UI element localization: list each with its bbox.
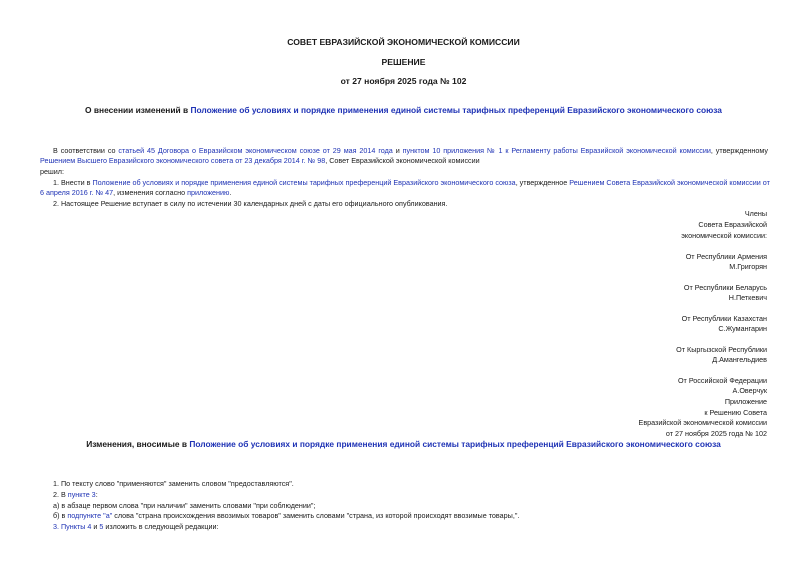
- preamble-line-2: [40, 156, 768, 165]
- signature-name: М.Григорян: [729, 262, 767, 271]
- item-1-text-3: , изменения согласно: [113, 188, 188, 197]
- change-2b: [53, 511, 519, 520]
- link-supreme-council-decision-98[interactable]: Решением Высшего Евразийского экономического совета от 23 декабря 2014 г. № 98: [40, 156, 326, 165]
- change-2: [53, 490, 98, 499]
- title-link-regulation[interactable]: Положение об условиях и порядке применения единой системы тарифных преференций Евразийского экономического союза: [190, 105, 722, 115]
- title-prefix: О внесении изменений в: [85, 105, 191, 115]
- signature-country: От Российской Федерации: [677, 376, 767, 385]
- item-1-line-1: [40, 178, 768, 187]
- resolved-label: решил:: [40, 167, 64, 176]
- link-council-decision[interactable]: Решением Совета Евразийской экономической комиссии от: [569, 178, 770, 187]
- preamble-text-1: В соответствии со: [53, 146, 119, 155]
- preamble-text-2: и: [392, 146, 403, 155]
- preamble-line-1: [40, 146, 768, 155]
- council-title: СОВЕТ ЕВРАЗИЙСКОЙ ЭКОНОМИЧЕСКОЙ КОМИССИИ: [287, 37, 520, 47]
- changes-heading-link[interactable]: Положение об условиях и порядке применения единой системы тарифных преференций Евразийского экономического союза: [189, 439, 721, 449]
- preamble-text-3: , утвержденному: [710, 146, 768, 155]
- signature-name: А.Оверчук: [732, 386, 767, 395]
- change-2-text-1: 2. В: [53, 490, 68, 499]
- appendix-ref-line: от 27 ноября 2025 года № 102: [665, 429, 767, 438]
- change-2a: а) в абзаце первом слова "при наличии" заменить словами "при соблюдении";: [53, 501, 316, 510]
- members-label-3: экономической комиссии:: [681, 231, 767, 240]
- decision-title: [0, 105, 807, 115]
- change-2-text-2: :: [95, 490, 98, 499]
- change-2b-text-1: б) в: [53, 511, 68, 520]
- signature-country: От Кыргызской Республики: [676, 345, 767, 354]
- signature-name: С.Жумангарин: [718, 324, 767, 333]
- appendix-ref-line: Евразийской экономической комиссии: [638, 418, 767, 427]
- change-3-text-2: изложить в следующей редакции:: [103, 522, 219, 531]
- change-3-text-1: и: [91, 522, 100, 531]
- link-rules-appendix-1[interactable]: пунктом 10 приложения № 1 к Регламенту работы Евразийской экономической комиссии: [402, 146, 711, 155]
- link-point-4[interactable]: 3. Пункты 4: [53, 522, 92, 531]
- link-regulation-item-1[interactable]: Положение об условиях и порядке применения единой системы тарифных преференций Евразийского экономического союза: [92, 178, 516, 187]
- document-type: РЕШЕНИЕ: [381, 57, 426, 67]
- item-1-text-1: 1. Внести в: [53, 178, 93, 187]
- link-decision-47-date[interactable]: 6 апреля 2016 г. № 47: [40, 188, 114, 197]
- signature-country: От Республики Армения: [685, 252, 767, 261]
- change-2b-text-2: слова "страна происхождения ввозимых товаров" заменить словами "страна, из которой происходят ввозимые товары,".: [112, 511, 520, 520]
- item-1-text-2: , утвержденное: [515, 178, 570, 187]
- signature-country: От Республики Казахстан: [681, 314, 767, 323]
- signature-country: От Республики Беларусь: [683, 283, 767, 292]
- link-point-5[interactable]: 5: [99, 522, 104, 531]
- item-2: 2. Настоящее Решение вступает в силу по истечении 30 календарных дней с даты его официального опубликования.: [53, 199, 448, 208]
- link-treaty-article-45[interactable]: статьей 45 Договора о Евразийском экономическом союзе от 29 мая 2014 года: [118, 146, 393, 155]
- signature-name: Д.Амангельдиев: [712, 355, 767, 364]
- link-appendix[interactable]: приложению: [187, 188, 230, 197]
- change-3: [53, 522, 218, 531]
- item-1-text-4: .: [229, 188, 232, 197]
- members-label-1: Члены: [744, 209, 767, 218]
- members-label-2: Совета Евразийской: [698, 220, 767, 229]
- signature-name: Н.Петкевич: [728, 293, 767, 302]
- change-1: 1. По тексту слово "применяются" заменить словом "предоставляются".: [53, 479, 294, 488]
- link-point-3[interactable]: пункте 3: [67, 490, 96, 499]
- preamble-text-4: , Совет Евразийской экономической комиссии: [325, 156, 480, 165]
- appendix-ref-line: к Решению Совета: [704, 408, 767, 417]
- link-subpoint-a[interactable]: подпункте "а": [67, 511, 113, 520]
- item-1-line-2: [40, 188, 768, 197]
- appendix-ref-line: Приложение: [724, 397, 767, 406]
- changes-heading-prefix: Изменения, вносимые в: [86, 439, 190, 449]
- document-date-number: от 27 ноября 2025 года № 102: [340, 76, 467, 86]
- changes-heading: [0, 439, 807, 449]
